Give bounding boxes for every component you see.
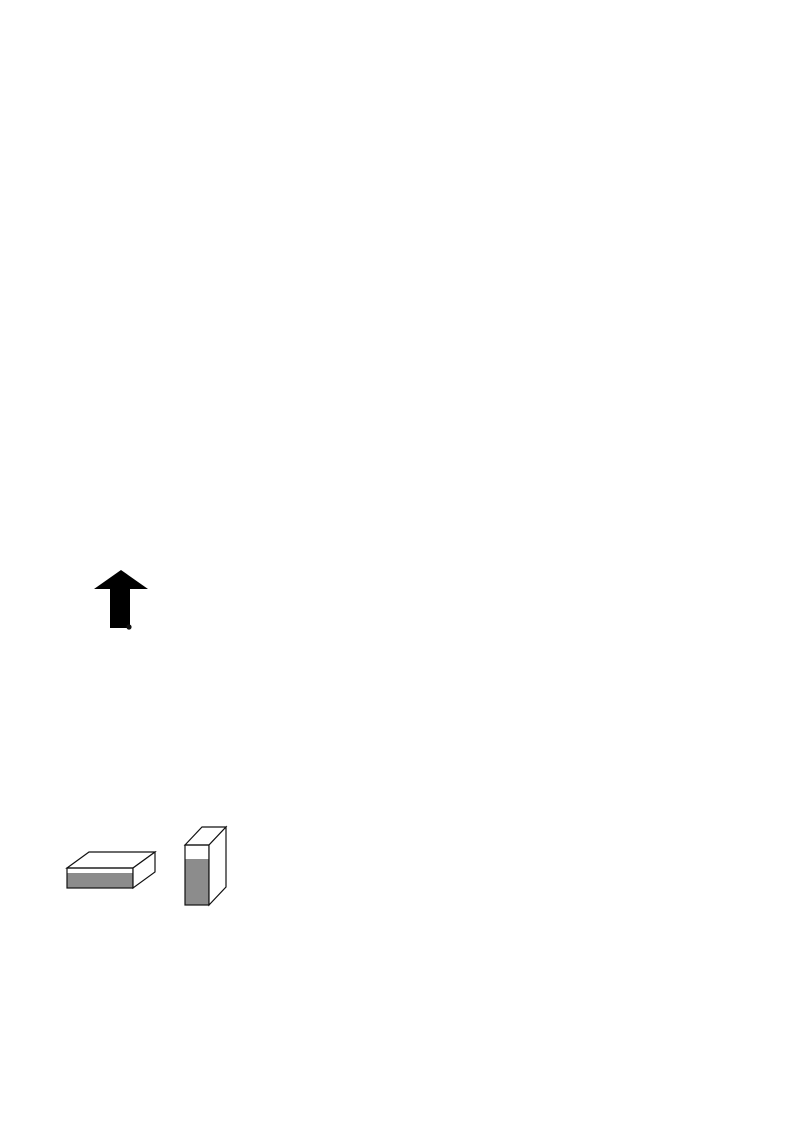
grid-figure bbox=[38, 552, 388, 700]
point-o-dot bbox=[126, 624, 131, 629]
flat-tank-figure bbox=[62, 840, 162, 910]
standing-tank-figure bbox=[178, 815, 258, 925]
gray-arrow bbox=[94, 570, 148, 628]
flat-tank-front-water bbox=[67, 873, 133, 888]
standing-tank-water bbox=[185, 859, 209, 905]
